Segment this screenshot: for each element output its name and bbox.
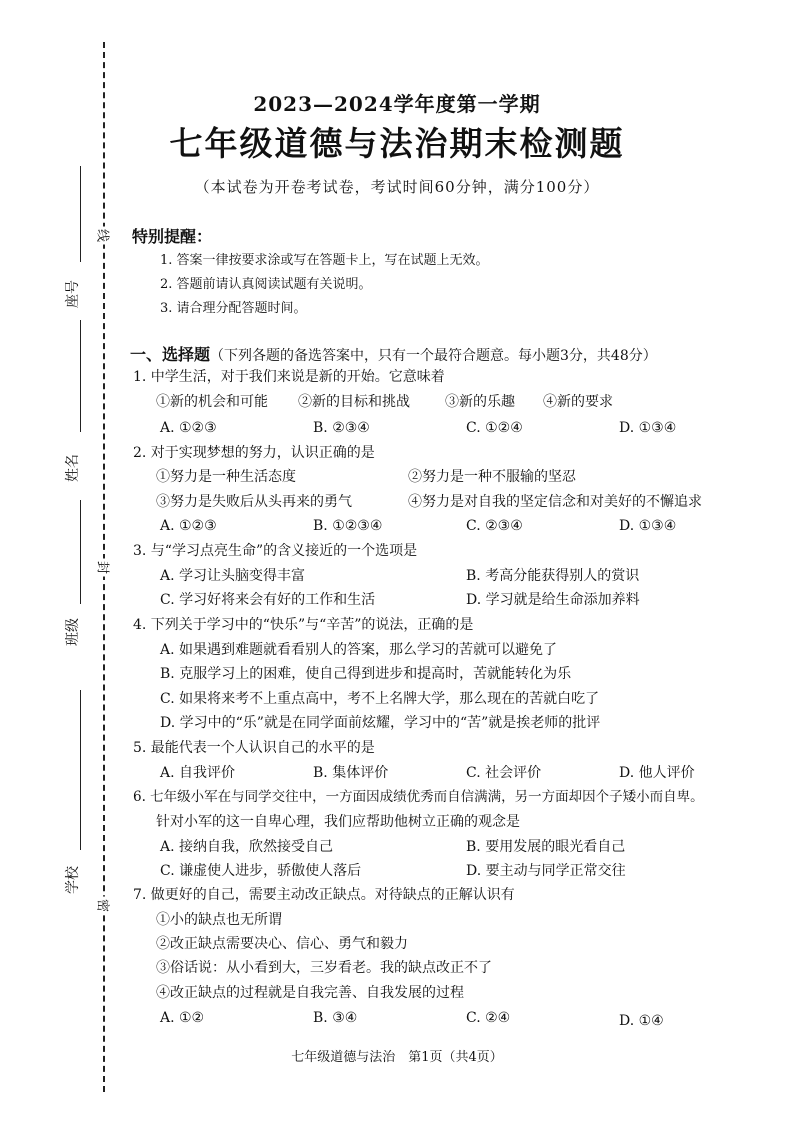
q7-item-2: ②改正缺点需要决心、信心、勇气和毅力 <box>156 936 408 952</box>
q5-option-b: B. 集体评价 <box>313 765 389 781</box>
seal-word-feng: 封 <box>95 559 114 577</box>
name-line <box>80 320 81 432</box>
q7-option-d: D. ①④ <box>619 1013 664 1029</box>
reminder-item-2: 2. 答题前请认真阅读试题有关说明。 <box>160 277 372 292</box>
q4-option-c: C. 如果将来考不上重点高中，考不上名牌大学，那么现在的苦就白吃了 <box>160 691 600 707</box>
reminder-item-1: 1. 答案一律按要求涂或写在答题卡上，写在试题上无效。 <box>160 253 489 268</box>
q4-option-d: D. 学习中的“乐”就是在同学面前炫耀，学习中的“苦”就是挨老师的批评 <box>160 715 601 731</box>
q4-option-a: A. 如果遇到难题就看看别人的答案，那么学习的苦就可以避免了 <box>160 642 558 658</box>
q2-option-b: B. ①②③④ <box>313 518 383 534</box>
reminder-item-3: 3. 请合理分配答题时间。 <box>160 301 307 316</box>
q3-option-d: D. 学习就是给生命添加养料 <box>466 592 640 608</box>
section-heading <box>130 342 657 365</box>
seal-word-xian: 线 <box>95 227 114 245</box>
q6-option-d: D. 要主动与同学正常交往 <box>466 863 626 879</box>
section-desc: （下列各题的备选答案中，只有一个最符合题意。每小题3分，共48分） <box>210 348 657 364</box>
q6-stem-line-1: 6. 七年级小军在与同学交往中，一方面因成绩优秀而自信满满，另一方面却因个子矮小而自卑。 <box>133 789 704 805</box>
page-footer: 七年级道德与法治 第1页（共4页） <box>291 1050 503 1065</box>
q5-option-a: A. 自我评价 <box>160 765 236 781</box>
class-line <box>80 500 81 604</box>
exam-note: （本试卷为开卷考试卷，考试时间60分钟，满分100分） <box>194 178 600 196</box>
q2-option-d: D. ①③④ <box>619 518 677 534</box>
q1-option-c: C. ①②④ <box>466 420 523 436</box>
q5-option-d: D. 他人评价 <box>619 765 695 781</box>
q4-stem: 4. 下列关于学习中的“快乐”与“辛苦”的说法，正确的是 <box>133 617 474 633</box>
q1-stem: 1. 中学生活，对于我们来说是新的开始。它意味着 <box>133 369 445 385</box>
q3-option-c: C. 学习好将来会有好的工作和生活 <box>160 592 376 608</box>
q3-option-a: A. 学习让头脑变得丰富 <box>160 568 306 584</box>
school-label: 学校 <box>65 866 81 894</box>
q1-item-1: ①新的机会和可能 <box>156 394 268 410</box>
q7-option-c: C. ②④ <box>466 1010 511 1026</box>
q7-stem: 7. 做更好的自己，需要主动改正缺点。对待缺点的正解认识有 <box>133 887 515 903</box>
q2-item-3: ③努力是失败后从头再来的勇气 <box>156 494 352 510</box>
q7-item-1: ①小的缺点也无所谓 <box>156 912 282 928</box>
q1-item-4: ④新的要求 <box>543 394 613 410</box>
q7-item-3: ③俗话说：从小看到大，三岁看老。我的缺点改正不了 <box>156 960 492 976</box>
school-line <box>80 690 81 850</box>
reminder-title: 特别提醒： <box>132 227 213 246</box>
q2-item-1: ①努力是一种生活态度 <box>156 469 296 485</box>
q6-option-c: C. 谦虚使人进步，骄傲使人落后 <box>160 863 362 879</box>
q3-stem: 3. 与“学习点亮生命”的含义接近的一个选项是 <box>133 543 418 559</box>
exam-title: 七年级道德与法治期末检测题 <box>169 124 625 163</box>
q4-option-b: B. 克服学习上的困难，使自己得到进步和提高时，苦就能转化为乐 <box>160 666 572 682</box>
section-name: 一、选择题 <box>130 345 211 364</box>
q6-option-b: B. 要用发展的眼光看自己 <box>466 839 626 855</box>
seat-number-label: 座号 <box>65 280 81 308</box>
q2-stem: 2. 对于实现梦想的努力，认识正确的是 <box>133 445 375 461</box>
q1-item-3: ③新的乐趣 <box>445 394 515 410</box>
q2-item-2: ②努力是一种不服输的坚忍 <box>408 469 576 485</box>
q7-option-a: A. ①② <box>160 1010 205 1026</box>
seal-word-mi: 密 <box>95 897 114 915</box>
class-label: 班级 <box>65 618 81 646</box>
q7-option-b: B. ③④ <box>313 1010 358 1026</box>
q1-option-a: A. ①②③ <box>160 420 217 436</box>
q3-option-b: B. 考高分能获得别人的赏识 <box>466 568 640 584</box>
school-year: 2023—2024学年度第一学期 <box>253 92 541 116</box>
q6-stem-line-2: 针对小军的这一自卑心理，我们应帮助他树立正确的观念是 <box>156 814 520 830</box>
q2-option-a: A. ①②③ <box>160 518 217 534</box>
q2-item-4: ④努力是对自我的坚定信念和对美好的不懈追求 <box>408 494 702 510</box>
q1-option-d: D. ①③④ <box>619 420 677 436</box>
q5-stem: 5. 最能代表一个人认识自己的水平的是 <box>133 740 375 756</box>
q5-option-c: C. 社会评价 <box>466 765 542 781</box>
q7-item-4: ④改正缺点的过程就是自我完善、自我发展的过程 <box>156 985 464 1001</box>
q1-option-b: B. ②③④ <box>313 420 370 436</box>
q6-option-a: A. 接纳自我，欣然接受自己 <box>160 839 334 855</box>
q1-item-2: ②新的目标和挑战 <box>298 394 410 410</box>
q2-option-c: C. ②③④ <box>466 518 523 534</box>
name-label: 姓名 <box>65 454 81 482</box>
